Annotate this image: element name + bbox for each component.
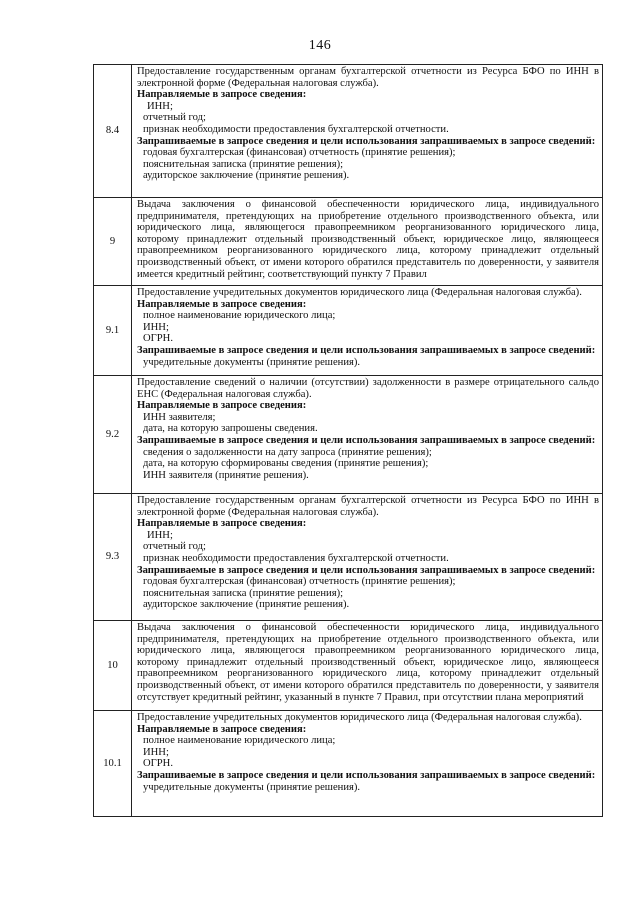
row-number: 10 (94, 621, 132, 711)
row-content (132, 494, 603, 621)
req-item: ИНН заявителя (принятие решения). (143, 469, 309, 481)
sent-item: ИНН; (143, 321, 169, 333)
req-item: пояснительная записка (принятие решения); (143, 158, 344, 170)
table-row (94, 286, 603, 376)
table-row (94, 711, 603, 817)
req-item: аудиторское заключение (принятие решения). (143, 599, 350, 611)
sent-header: Направляемые в запросе сведения: (137, 89, 307, 101)
req-item: учредительные документы (принятие решения). (143, 781, 361, 793)
sent-item: отчетный год; (143, 112, 206, 124)
req-item: дата, на которую сформированы сведения (принятие решения); (143, 458, 429, 470)
req-item: учредительные документы (принятие решения). (143, 356, 361, 368)
row-number: 9.1 (94, 286, 132, 376)
sent-item: признак необходимости предоставления бухгалтерской отчетности. (143, 552, 449, 564)
req-header: Запрашиваемые в запросе сведения и цели использования запрашиваемых в запросе сведений: (137, 564, 596, 576)
req-header: Запрашиваемые в запросе сведения и цели использования запрашиваемых в запросе сведений: (137, 434, 596, 446)
sent-item: ОГРН. (143, 758, 173, 770)
sent-item: полное наименование юридического лица; (143, 735, 336, 747)
sent-item: ИНН; (143, 746, 169, 758)
req-item: сведения о задолженности на дату запроса (принятие решения); (143, 446, 432, 458)
row-text: Выдача заключения о финансовой обеспеченности юридического лица, индивидуального предпринимателя, претендующих на приобретение отдельного производственного объекта, или юридического лица, являющегося правопреемником реорганизованного юридического лица, которому принадлежит отдельный производственный объект, юридическое лицо, являющееся правопреемником реорганизованного юридического лица, которому принадлежит отдельный производственный объект, от имени которого обратился представитель по доверенности, у заявителя имеется кредитный рейтинг, соответствующий пункту 7 Правил (137, 199, 599, 280)
sent-header: Направляемые в запросе сведения: (137, 298, 307, 310)
sent-item: отчетный год; (143, 541, 206, 553)
page-number: 146 (308, 38, 332, 53)
row-content (132, 621, 603, 711)
row-number: 8.4 (94, 65, 132, 198)
req-header: Запрашиваемые в запросе сведения и цели использования запрашиваемых в запросе сведений: (137, 769, 596, 781)
row-content (132, 711, 603, 817)
table-row (94, 494, 603, 621)
row-content (132, 286, 603, 376)
row-intro: Предоставление учредительных документов юридического лица (Федеральная налоговая служба). (137, 712, 582, 723)
sent-item: ИНН; (147, 529, 173, 541)
req-item: аудиторское заключение (принятие решения). (143, 170, 350, 182)
row-content (132, 376, 603, 494)
row-number: 9 (94, 198, 132, 286)
sent-item: признак необходимости предоставления бухгалтерской отчетности. (143, 123, 449, 135)
row-intro: Предоставление государственным органам бухгалтерской отчетности из Ресурса БФО по ИНН в электронной форме (Федеральная налоговая служба). (137, 66, 599, 89)
row-number: 9.2 (94, 376, 132, 494)
sent-item: ОГРН. (143, 333, 173, 345)
req-item: годовая бухгалтерская (финансовая) отчетность (принятие решения); (143, 147, 456, 159)
sent-header: Направляемые в запросе сведения: (137, 723, 307, 735)
row-content (132, 198, 603, 286)
row-number: 9.3 (94, 494, 132, 621)
row-content (132, 65, 603, 198)
table-row (94, 621, 603, 711)
row-intro: Предоставление учредительных документов юридического лица (Федеральная налоговая служба). (137, 287, 582, 298)
sent-item: ИНН заявителя; (143, 411, 216, 423)
table-row (94, 65, 603, 198)
sent-item: ИНН; (147, 100, 173, 112)
row-intro: Предоставление государственным органам бухгалтерской отчетности из Ресурса БФО по ИНН в электронной форме (Федеральная налоговая служба). (137, 495, 599, 518)
req-header: Запрашиваемые в запросе сведения и цели использования запрашиваемых в запросе сведений: (137, 135, 596, 147)
services-table (93, 64, 603, 817)
table-row (94, 198, 603, 286)
sent-header: Направляемые в запросе сведения: (137, 400, 307, 412)
sent-header: Направляемые в запросе сведения: (137, 518, 307, 530)
sent-item: дата, на которую запрошены сведения. (143, 423, 318, 435)
table-row (94, 376, 603, 494)
row-intro: Предоставление сведений о наличии (отсутствии) задолженности в размере отрицательного сальдо ЕНС (Федеральная налоговая служба). (137, 377, 599, 400)
req-header: Запрашиваемые в запросе сведения и цели использования запрашиваемых в запросе сведений: (137, 344, 596, 356)
row-number: 10.1 (94, 711, 132, 817)
sent-item: полное наименование юридического лица; (143, 310, 336, 322)
row-text: Выдача заключения о финансовой обеспеченности юридического лица, индивидуального предпринимателя, претендующих на приобретение отдельного производственного объекта, или юридического лица, являющегося правопреемником реорганизованного юридического лица, которому принадлежит отдельный производственный объект, юридическое лицо, являющееся правопреемником реорганизованного юридического лица, которому принадлежит отдельный производственный объект, от имени которого обратился представитель по доверенности, у заявителя отсутствует кредитный рейтинг, указанный в пункте 7 Правил, при отсутствии плана мероприятий (137, 622, 599, 703)
req-item: годовая бухгалтерская (финансовая) отчетность (принятие решения); (143, 576, 456, 588)
req-item: пояснительная записка (принятие решения); (143, 587, 344, 599)
